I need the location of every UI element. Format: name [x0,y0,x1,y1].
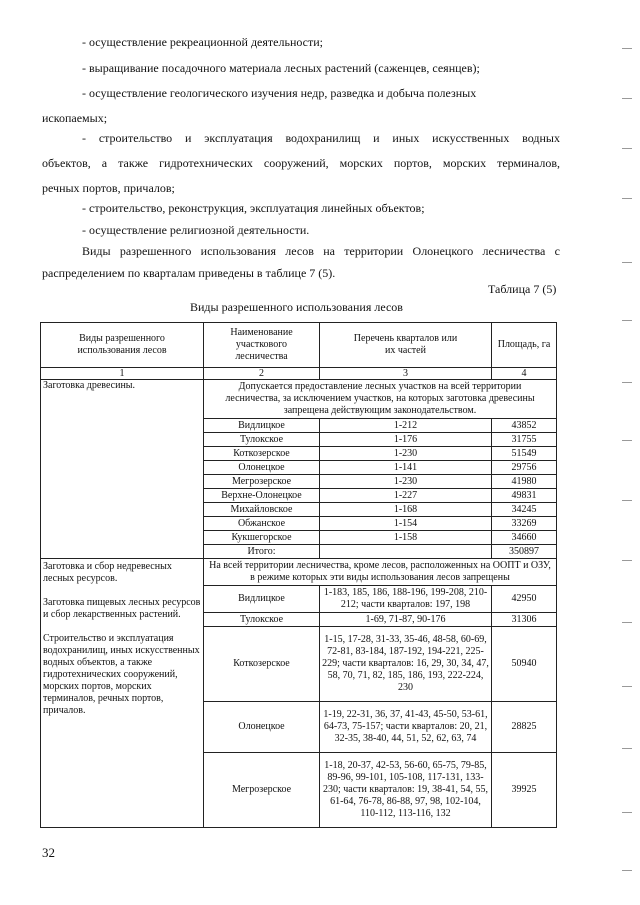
margin-tick [622,870,632,871]
quarters-cell: 1-15, 17-28, 31-33, 35-46, 48-58, 60-69, 72-81, 83-184, 187-192, 194-221, 225-229; части кварталов: 16, 29, 30, 34, 47, 58, 70, 71, 82, 185, 186, 193, 222-224, 230 [320,627,492,702]
quarters-cell: 1-176 [320,433,492,447]
quarters-cell: 1-168 [320,503,492,517]
margin-tick [622,382,632,383]
margin-tick [622,98,632,99]
bullet-reservoirs-line1: - строительство и эксплуатация водохранилищ и иных искусственных водных [82,131,560,145]
quarters-cell: 1-69, 71-87, 90-176 [320,613,492,627]
section2-use-kind: Заготовка пищевых лесных ресурсов и сбор лекарственных растений. [43,597,201,620]
permitted-use-table [40,322,557,828]
table-label: Таблица 7 (5) [488,282,557,296]
intro-line1: Виды разрешенного использования лесов на территории Олонецкого лесничества с [82,244,560,258]
area-cell: 28825 [492,702,557,753]
forestry-name: Видлицкое [204,586,320,613]
total-area: 350897 [492,545,557,559]
area-cell: 31755 [492,433,557,447]
intro-line2: распределением по кварталам приведены в таблице 7 (5). [42,266,336,280]
forestry-name: Олонецкое [204,702,320,753]
area-cell: 34245 [492,503,557,517]
bullet-reservoirs-line2: объектов, а также гидротехнических сооружений, морских портов, морских терминалов, [42,156,560,170]
area-cell: 42950 [492,586,557,613]
quarters-cell: 1-154 [320,517,492,531]
bullet-religious: - осуществление религиозной деятельности. [82,223,310,237]
forestry-name: Мегрозерское [204,753,320,828]
header-forestry-name: Наименование участкового лесничества [204,323,320,368]
forestry-name: Коткозерское [204,447,320,461]
column-number: 1 [41,368,204,380]
area-cell: 43852 [492,419,557,433]
forestry-name: Михайловское [204,503,320,517]
column-number: 2 [204,368,320,380]
section1-note-row [41,380,557,419]
forestry-name: Верхне-Олонецкое [204,489,320,503]
margin-tick [622,560,632,561]
quarters-cell: 1-227 [320,489,492,503]
area-cell: 51549 [492,447,557,461]
bullet-reservoirs-line3: речных портов, причалов; [42,181,175,195]
forestry-name: Тулокское [204,433,320,447]
margin-tick [622,686,632,687]
margin-tick [622,440,632,441]
area-cell: 33269 [492,517,557,531]
quarters-cell: 1-183, 185, 186, 188-196, 199-208, 210-212; части кварталов: 197, 198 [320,586,492,613]
header-use-kind: Виды разрешенного использования лесов [41,323,204,368]
section2-note: На всей территории лесничества, кроме лесов, расположенных на ООПТ и ОЗУ, в режиме которых эти виды использования лесов запрещены [204,559,557,586]
header-quarters: Перечень кварталов или их частей [320,323,492,368]
column-number: 3 [320,368,492,380]
area-cell: 41980 [492,475,557,489]
quarters-cell: 1-158 [320,531,492,545]
section2-use-kinds [41,559,204,828]
section1-note: Допускается предоставление лесных участков на всей территории лесничества, за исключением участков, на которых заготовка древесины запрещена действующим законодательством. [204,380,557,419]
area-cell: 29756 [492,461,557,475]
bullet-geology-line2: ископаемых; [42,111,108,125]
section1-use-kind: Заготовка древесины. [41,380,204,559]
column-number-row [41,368,557,380]
table-header-row [41,323,557,368]
forestry-name: Олонецкое [204,461,320,475]
forestry-name: Тулокское [204,613,320,627]
bullet-geology-line1: - осуществление геологического изучения недр, разведка и добыча полезных [82,86,477,100]
forestry-name: Кукшегорское [204,531,320,545]
bullet-seedlings: - выращивание посадочного материала лесных растений (саженцев, сеянцев); [82,61,480,75]
area-cell: 49831 [492,489,557,503]
margin-tick [622,198,632,199]
section2-note-row [41,559,557,586]
header-area: Площадь, га [492,323,557,368]
margin-tick [622,812,632,813]
margin-tick [622,748,632,749]
area-cell: 50940 [492,627,557,702]
area-cell: 39925 [492,753,557,828]
quarters-cell: 1-141 [320,461,492,475]
section2-use-kind: Заготовка и сбор недревесных лесных ресурсов. [43,561,172,584]
bullet-linear-objects: - строительство, реконструкция, эксплуатация линейных объектов; [82,201,425,215]
quarters-cell: 1-212 [320,419,492,433]
quarters-cell: 1-18, 20-37, 42-53, 56-60, 65-75, 79-85, 89-96, 99-101, 105-108, 117-131, 133-230; части кварталов: 19, 38-41, 54, 55, 61-64, 76-78, 86-88, 97, 98, 102-104, 110-112, 113-116, 132 [320,753,492,828]
forestry-name: Обжанское [204,517,320,531]
total-label: Итого: [204,545,320,559]
forestry-name: Коткозерское [204,627,320,702]
area-cell: 31306 [492,613,557,627]
quarters-cell: 1-19, 22-31, 36, 37, 41-43, 45-50, 53-61, 64-73, 75-157; части кварталов: 20, 21, 32-35, 38-40, 44, 51, 52, 62, 63, 74 [320,702,492,753]
table-title: Виды разрешенного использования лесов [190,300,403,314]
margin-tick [622,500,632,501]
quarters-cell: 1-230 [320,447,492,461]
margin-tick [622,320,632,321]
margin-tick [622,622,632,623]
forestry-name: Мегрозерское [204,475,320,489]
margin-tick [622,48,632,49]
section2-use-kind: Строительство и эксплуатация водохранилищ, иных искусственных водных объектов, а также гидротехнических сооружений, морских портов, морских терминалов, речных портов, причалов. [43,633,200,716]
page-number: 32 [42,845,55,860]
column-number: 4 [492,368,557,380]
area-cell: 34660 [492,531,557,545]
total-quarters-cell [320,545,492,559]
margin-tick [622,148,632,149]
quarters-cell: 1-230 [320,475,492,489]
forestry-name: Видлицкое [204,419,320,433]
margin-tick [622,262,632,263]
bullet-recreation: - осуществление рекреационной деятельности; [82,35,323,49]
